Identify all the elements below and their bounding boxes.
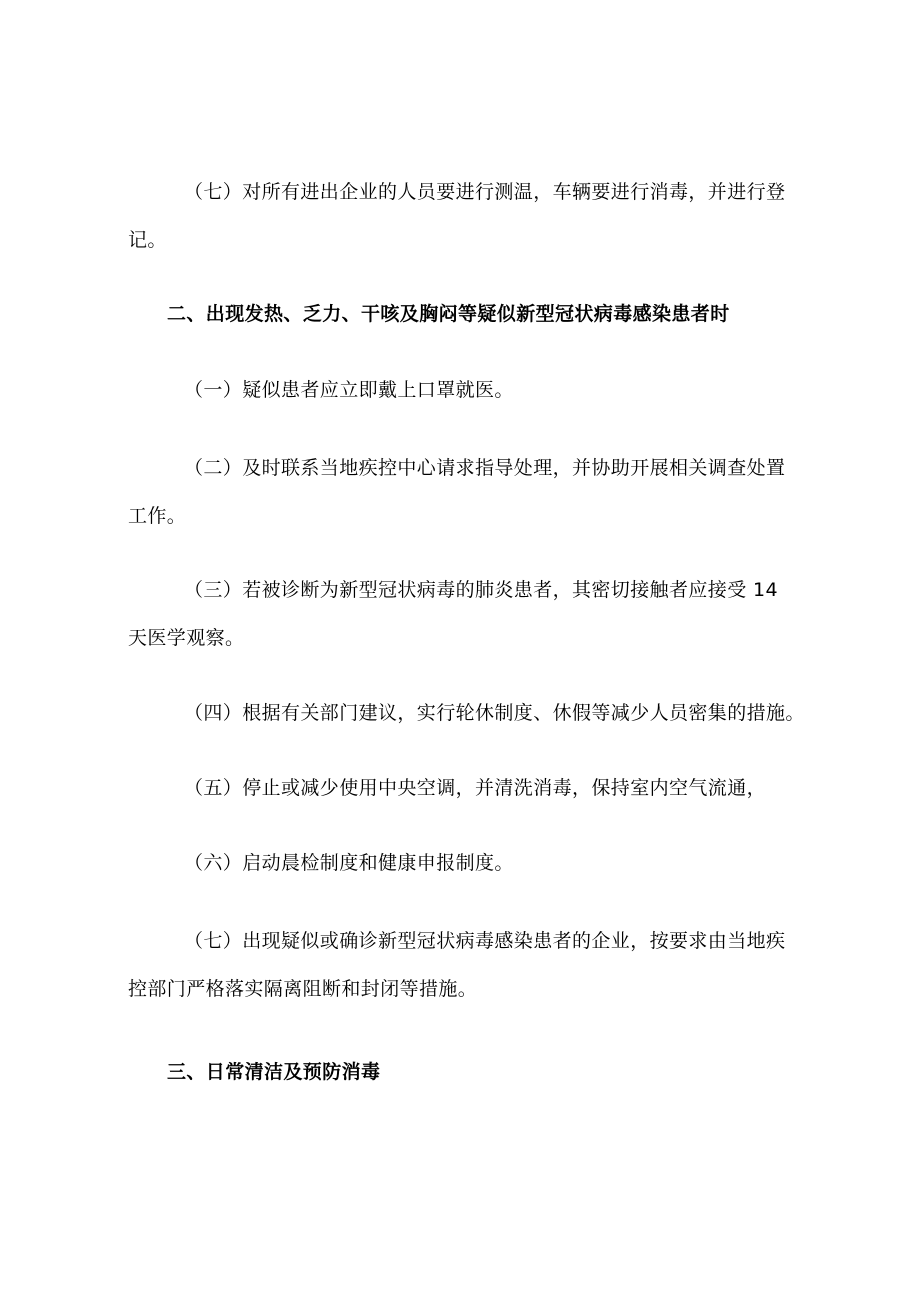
paragraph-line: （六）启动晨检制度和健康申报制度。: [184, 852, 514, 874]
section-heading: 三、日常清洁及预防消毒: [167, 1061, 381, 1083]
paragraph-line: （七）对所有进出企业的人员要进行测温，车辆要进行消毒，并进行登: [184, 181, 786, 203]
paragraph-line: 记。: [128, 229, 167, 251]
paragraph-line: 工作。: [128, 505, 187, 527]
paragraph-line: （一）疑似患者应立即戴上口罩就医。: [184, 379, 514, 401]
paragraph-line: （三）若被诊断为新型冠状病毒的肺炎患者，其密切接触者应接受 14: [184, 579, 779, 601]
paragraph-line: 天医学观察。: [128, 627, 245, 649]
paragraph-line: （四）根据有关部门建议，实行轮休制度、休假等减少人员密集的措施。: [184, 702, 805, 724]
section-heading: 二、出现发热、乏力、干咳及胸闷等疑似新型冠状病毒感染患者时: [167, 303, 730, 325]
paragraph-line: （七）出现疑似或确诊新型冠状病毒感染患者的企业，按要求由当地疾: [184, 930, 786, 952]
paragraph-line: （五）停止或减少使用中央空调，并清洗消毒，保持室内空气流通，: [184, 777, 767, 799]
paragraph-line: （二）及时联系当地疾控中心请求指导处理，并协助开展相关调查处置: [184, 457, 786, 479]
paragraph-line: 控部门严格落实隔离阻断和封闭等措施。: [128, 978, 478, 1000]
